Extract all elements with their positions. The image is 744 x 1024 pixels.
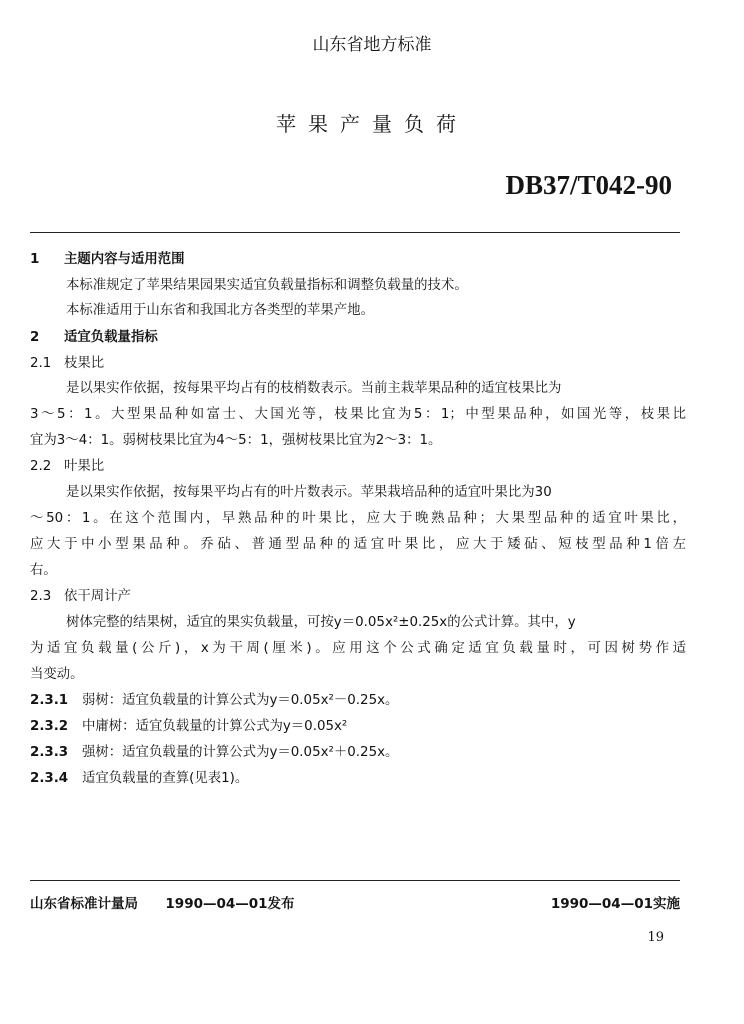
clause-number: 2.3.1 xyxy=(30,693,69,708)
effective-date: 1990—04—01实施 xyxy=(550,896,680,912)
clause-text: 强树：适宜负载量的计算公式为y＝0.05x²＋0.25x。 xyxy=(82,745,399,760)
section-2-3-heading xyxy=(30,585,131,604)
paragraph-line: 应大于中小型果品种。乔砧、普通型品种的适宜叶果比，应大于矮砧、短枝型品种1倍左 xyxy=(30,537,686,552)
paragraph-line: 当变动。 xyxy=(30,667,84,682)
clause-2-3-4 xyxy=(30,767,248,786)
section-1-heading xyxy=(30,248,185,267)
header-divider xyxy=(30,232,680,233)
issuing-authority: 山东省标准计量局 xyxy=(30,896,138,912)
clause-number: 2.3.2 xyxy=(30,719,69,734)
standard-code: DB37/T042-90 xyxy=(505,170,672,200)
clause-2-3-3 xyxy=(30,741,398,760)
clause-text: 中庸树：适宜负载量的计算公式为y＝0.05x² xyxy=(82,719,348,734)
clause-number: 2.3.4 xyxy=(30,771,69,786)
document-title: 苹果产量负荷 xyxy=(276,112,468,136)
paragraph-line: 是以果实作依据，按每果平均占有的枝梢数表示。当前主栽苹果品种的适宜枝果比为 xyxy=(66,381,562,396)
issuing-body-title: 山东省地方标准 xyxy=(312,35,432,55)
paragraph-line: 为适宜负载量(公斤)，x为干周(厘米)。应用这个公式确定适宜负载量时，可因树势作适 xyxy=(30,641,686,656)
clause-2-3-1 xyxy=(30,689,398,708)
clause-text: 弱树：适宜负载量的计算公式为y＝0.05x²－0.25x。 xyxy=(82,693,399,708)
paragraph-line: 树体完整的结果树，适宜的果实负载量，可按y＝0.05x²±0.25x的公式计算。其中，y xyxy=(66,615,576,630)
section-number: 2.3 xyxy=(30,589,52,604)
section-title: 适宜负载量指标 xyxy=(64,330,158,345)
footer-issuer xyxy=(30,892,295,912)
section-number: 2.1 xyxy=(30,356,52,371)
section-title: 主题内容与适用范围 xyxy=(64,252,185,267)
page-number: 19 xyxy=(647,930,664,945)
section-2-1-heading xyxy=(30,352,104,371)
section-title: 依干周计产 xyxy=(64,589,131,604)
issue-date: 1990—04—01发布 xyxy=(165,896,295,912)
paragraph: 本标准适用于山东省和我国北方各类型的苹果产地。 xyxy=(66,303,374,318)
paragraph-line: 是以果实作依据，按每果平均占有的叶片数表示。苹果栽培品种的适宜叶果比为30 xyxy=(66,485,552,500)
clause-number: 2.3.3 xyxy=(30,745,69,760)
paragraph: 本标准规定了苹果结果园果实适宜负载量指标和调整负载量的技术。 xyxy=(66,278,468,293)
section-number: 1 xyxy=(30,252,40,267)
footer-divider xyxy=(30,880,680,881)
section-number: 2 xyxy=(30,330,40,345)
section-title: 枝果比 xyxy=(64,356,105,371)
paragraph-line: 3～5：1。大型果品种如富士、大国光等，枝果比宜为5：1；中型果品种，如国光等，枝果比 xyxy=(30,407,686,422)
section-2-2-heading xyxy=(30,455,104,474)
section-2-heading xyxy=(30,326,158,345)
paragraph-line: 宜为3～4：1。弱树枝果比宜为4～5：1，强树枝果比宜为2～3：1。 xyxy=(30,433,442,448)
clause-text: 适宜负载量的查算(见表1)。 xyxy=(82,771,249,786)
section-number: 2.2 xyxy=(30,459,52,474)
paragraph-line: 右。 xyxy=(30,563,57,578)
paragraph-line: ～50：1。在这个范围内，早熟品种的叶果比，应大于晚熟品种；大果型品种的适宜叶果比， xyxy=(30,511,686,526)
clause-2-3-2 xyxy=(30,715,347,734)
section-title: 叶果比 xyxy=(64,459,105,474)
